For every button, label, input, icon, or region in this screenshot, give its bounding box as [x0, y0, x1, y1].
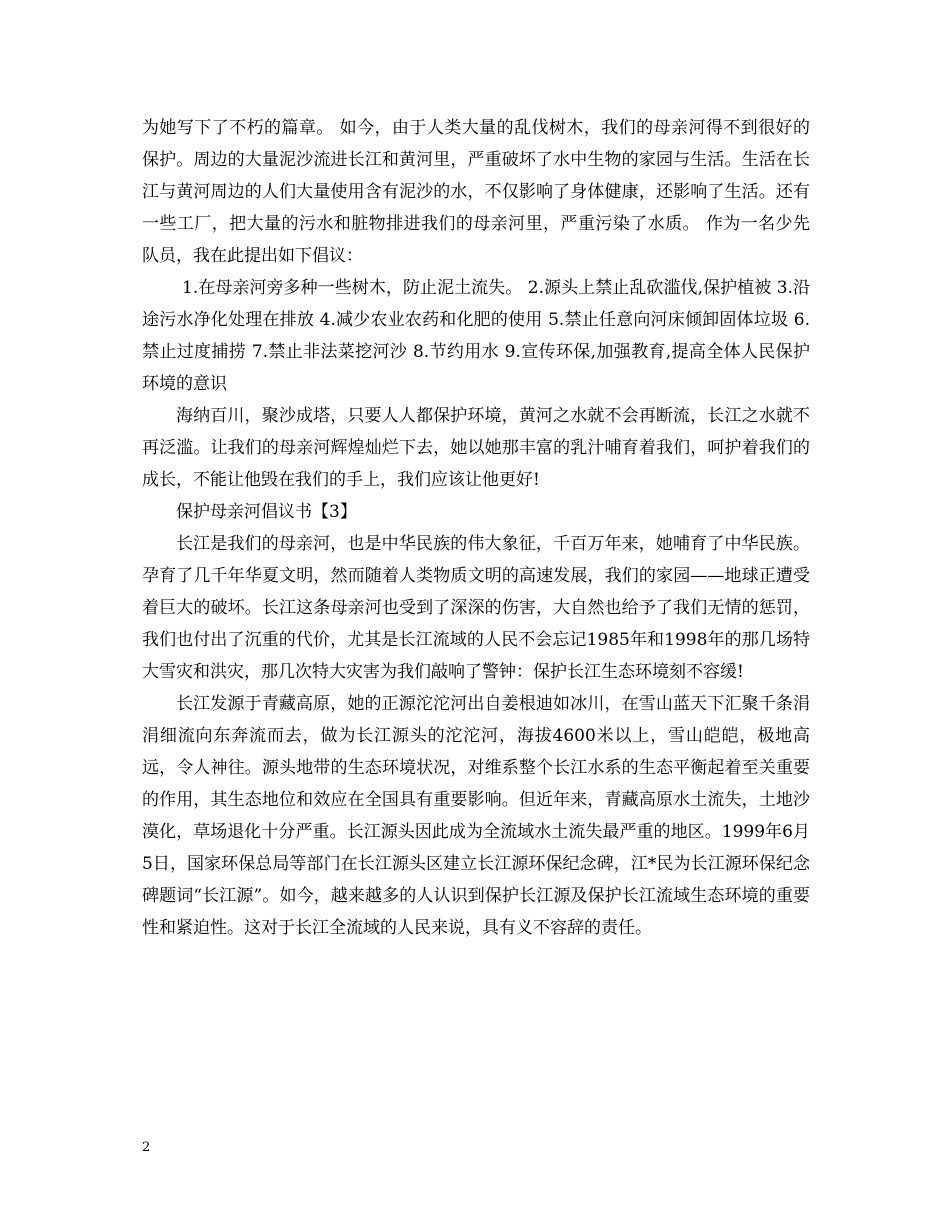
page-number: 2 [142, 1140, 151, 1155]
section-heading: 保护母亲河倡议书【3】 [176, 502, 357, 522]
paragraph-yangtze-mother-river: 长江是我们的母亲河，也是中华民族的伟大象征，千百万年来，她哺育了中华民族。孕育了几千年华夏文明，然而随着人类物质文明的高速发展，我们的家园——地球正遭受着巨大的破坏。长江这条母亲河也受到了深深的伤害，大自然也给予了我们无情的惩罚，我们也付出了沉重的代价，尤其是长江流域的人民不会忘记1985年和1998年的那几场特大雪灾和洪灾，那几次特大灾害为我们敲响了警钟：保护长江生态环境刻不容缓! [142, 534, 810, 682]
paragraph-yangtze-source: 长江发源于青藏高原，她的正源沱沱河出自姜根迪如冰川，在雪山蓝天下汇聚千条涓涓细流向东奔流而去，做为长江源头的沱沱河，海拔4600米以上，雪山皑皑，极地高远，令人神往。源头地带的生态环境状况，对维系整个长江水系的生态平衡起着至关重要的作用，其生态地位和效应在全国具有重要影响。但近年来，青藏高原水土流失，土地沙漠化，草场退化十分严重。长江源头因此成为全流域水土流失最严重的地区。1999年6月5日，国家环保总局等部门在长江源头区建立长江源环保纪念碑，江*民为长江源环保纪念碑题词“长江源”。如今，越来越多的人认识到保护长江源及保护长江流域生态环境的重要性和紧迫性。这对于长江全流域的人民来说，具有义不容辞的责任。 [142, 694, 810, 938]
document-body [142, 112, 810, 944]
paragraph-call-to-action: 海纳百川，聚沙成塔，只要人人都保护环境，黄河之水就不会再断流，长江之水就不再泛滥。让我们的母亲河辉煌灿烂下去，她以她那丰富的乳汁哺育着我们，呵护着我们的成长，不能让他毁在我们的手上，我们应该让他更好! [142, 406, 810, 490]
proposal-list: 1.在母亲河旁多种一些树木，防止泥土流失。 2.源头上禁止乱砍滥伐,保护植被 3.沿途污水净化处理在排放 4.减少农业农药和化肥的使用 5.禁止任意向河床倾卸固体垃圾 6.禁止过度捕捞 7.禁止非法菜挖河沙 8.节约用水 9.宣传环保,加强教育,提高全体人民保护环境的意识 [142, 278, 810, 394]
paragraph-river-protection-intro: 为她写下了不朽的篇章。 如今，由于人类大量的乱伐树木，我们的母亲河得不到很好的保护。周边的大量泥沙流进长江和黄河里，严重破坏了水中生物的家园与生活。生活在长江与黄河周边的人们大量使用含有泥沙的水，不仅影响了身体健康，还影响了生活。还有一些工厂，把大量的污水和脏物排进我们的母亲河里，严重污染了水质。 作为一名少先队员，我在此提出如下倡议： [142, 118, 810, 266]
